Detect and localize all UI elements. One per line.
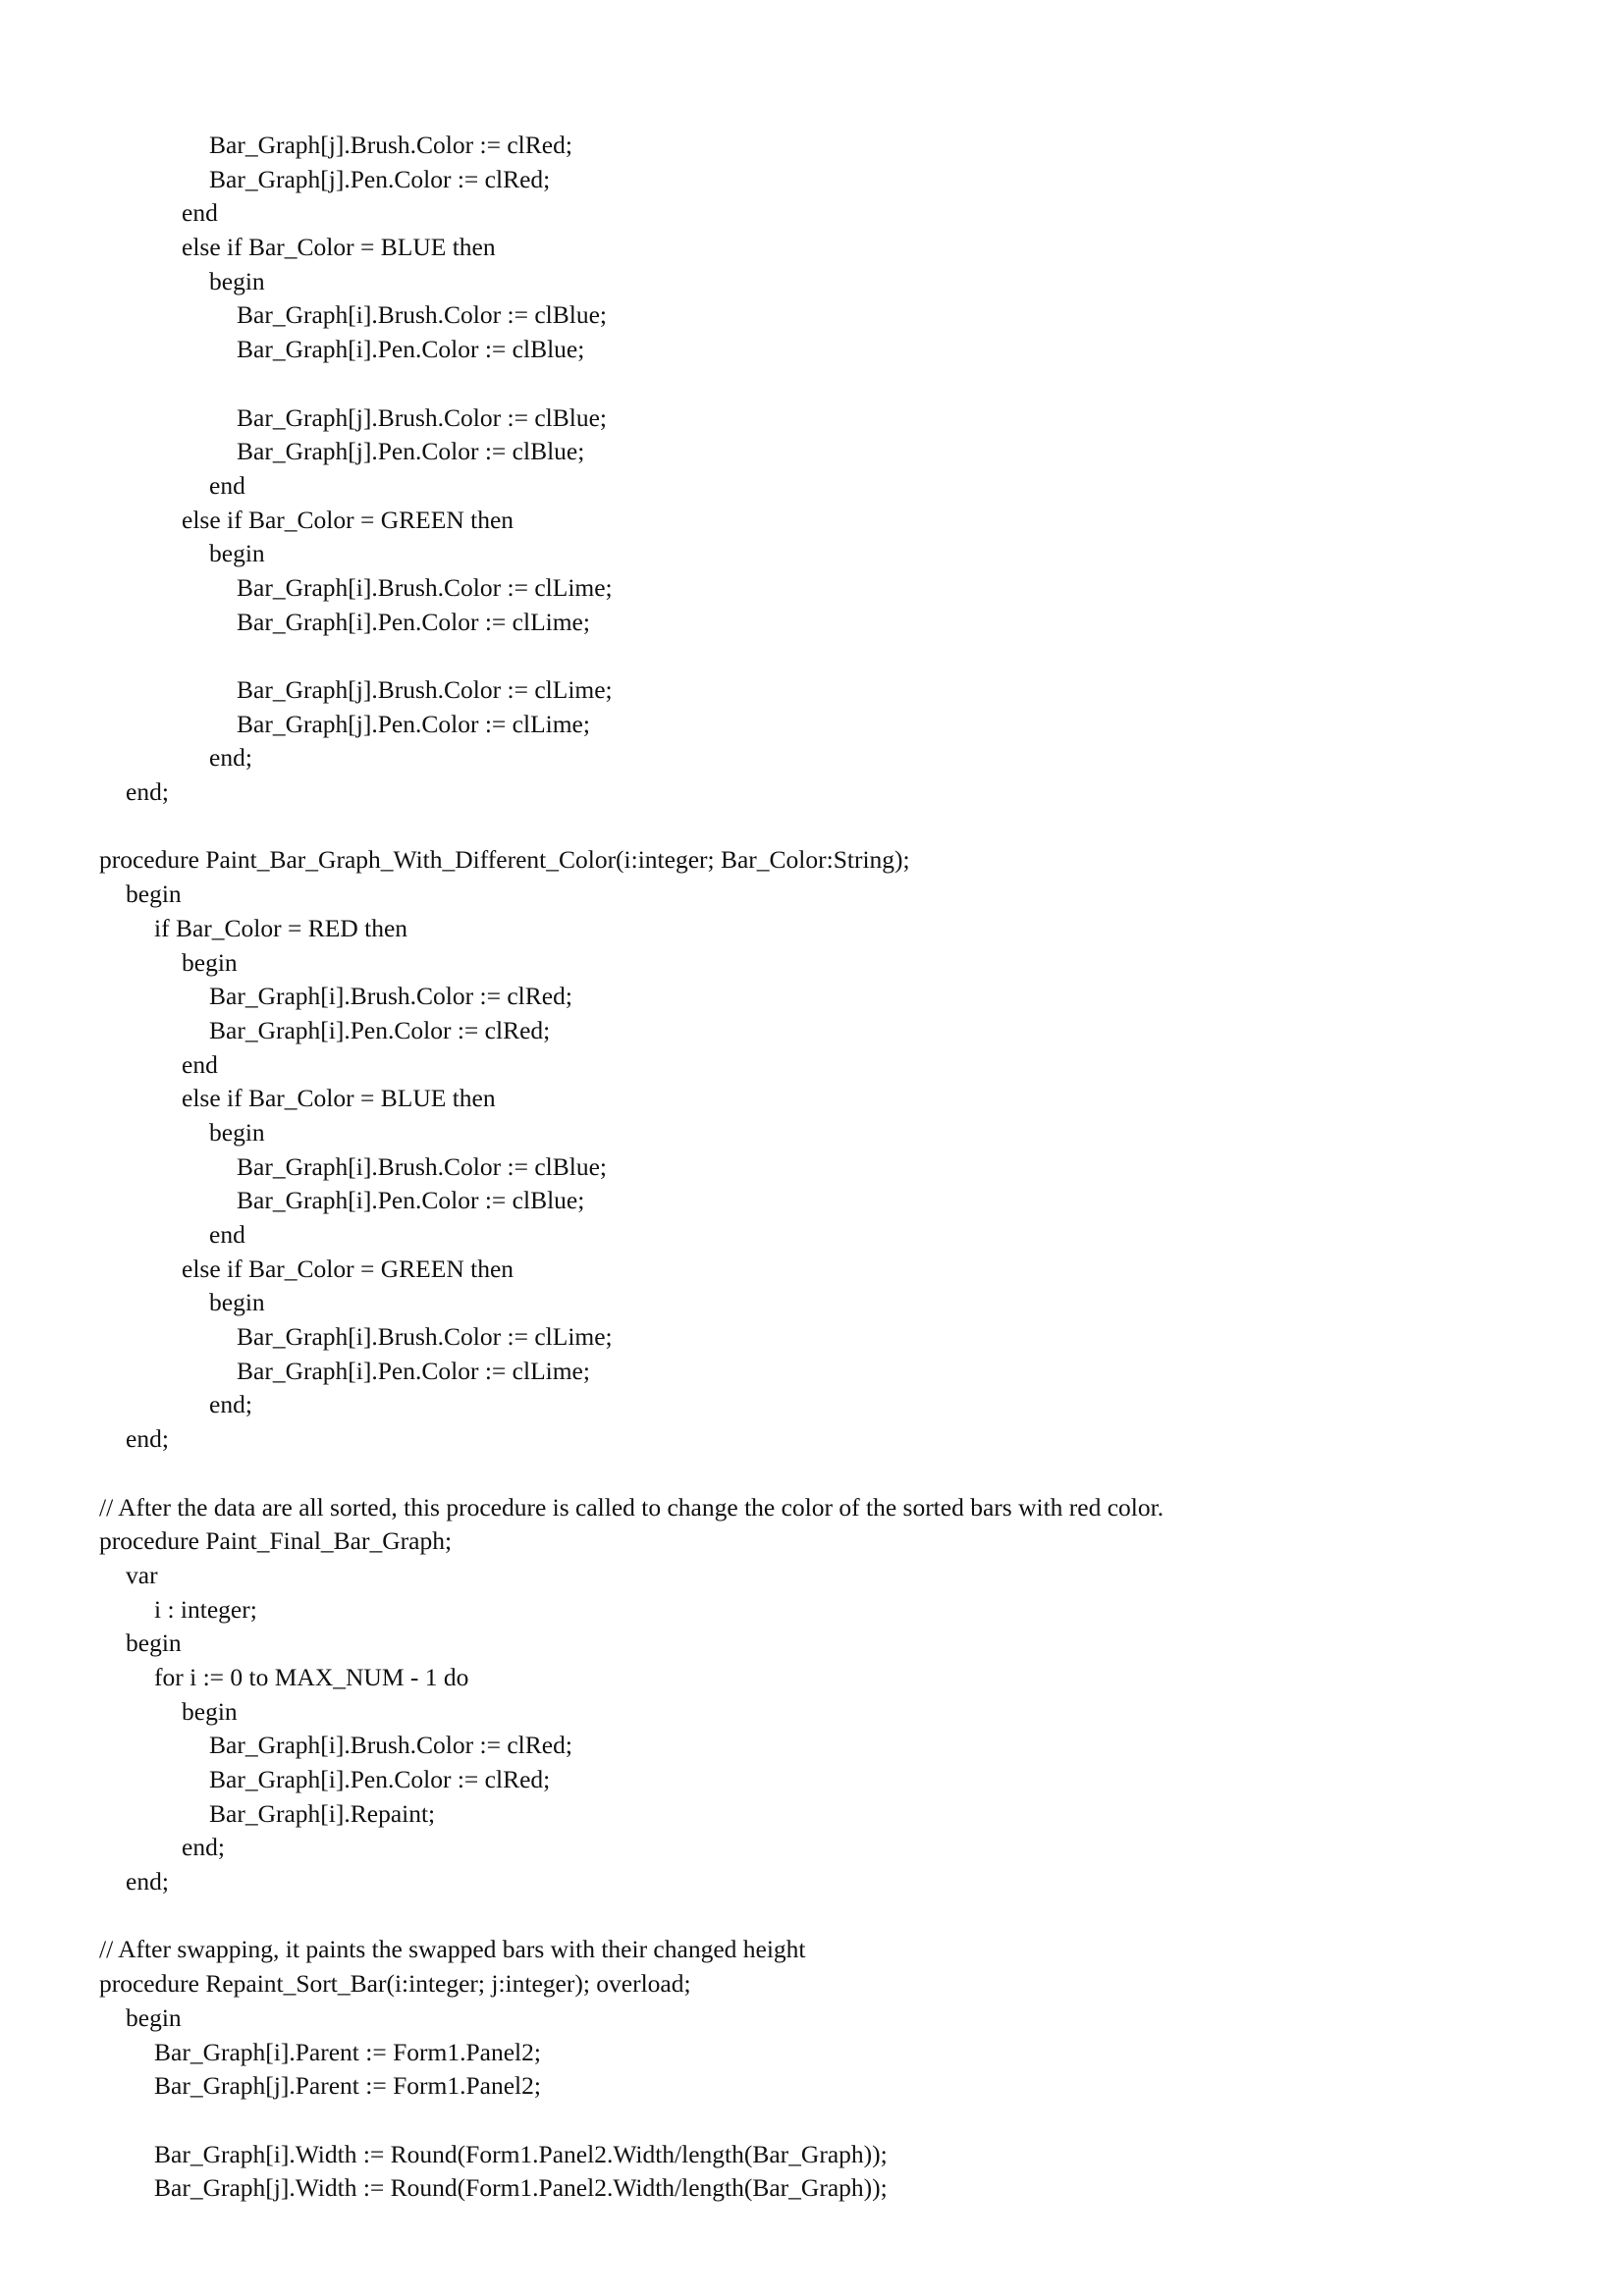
blank-line (0, 810, 1624, 844)
code-line: if Bar_Color = RED then (154, 913, 408, 942)
code-line: for i := 0 to MAX_NUM - 1 do (154, 1662, 469, 1691)
code-line: else if Bar_Color = GREEN then (182, 505, 514, 534)
code-line: begin (209, 539, 265, 568)
code-line: procedure Paint_Final_Bar_Graph; (99, 1526, 453, 1556)
code-line: end (182, 198, 218, 228)
code-line: end; (126, 1424, 169, 1454)
code-line: // After swapping, it paints the swapped bars with their changed height (99, 1935, 806, 1964)
blank-line (0, 639, 1624, 673)
code-line: begin (182, 1696, 238, 1726)
code-line: Bar_Graph[i].Brush.Color := clRed; (209, 982, 572, 1011)
code-line: Bar_Graph[i].Pen.Color := clRed; (209, 1765, 551, 1793)
code-line: begin (126, 2002, 182, 2032)
code-line: Bar_Graph[i].Pen.Color := clRed; (209, 1015, 551, 1044)
code-line: Bar_Graph[i].Pen.Color := clBlue; (237, 1186, 585, 1215)
code-line: Bar_Graph[i].Pen.Color := clLime; (237, 1356, 590, 1385)
code-listing (0, 129, 1624, 2206)
code-line: Bar_Graph[i].Brush.Color := clRed; (209, 1731, 572, 1760)
code-line: Bar_Graph[i].Pen.Color := clBlue; (237, 335, 585, 364)
code-line: Bar_Graph[j].Parent := Form1.Panel2; (154, 2071, 541, 2101)
code-line: Bar_Graph[i].Brush.Color := clBlue; (237, 1151, 607, 1181)
code-line: end; (209, 743, 252, 773)
code-line: end (209, 1220, 245, 1249)
code-line: begin (126, 1629, 182, 1658)
code-line: i : integer; (154, 1594, 257, 1624)
blank-line (0, 2104, 1624, 2138)
code-line: end (209, 470, 245, 500)
code-line: begin (209, 1288, 265, 1317)
blank-line (0, 1899, 1624, 1934)
code-line: Bar_Graph[j].Pen.Color := clRed; (209, 164, 551, 193)
code-line: Bar_Graph[j].Brush.Color := clBlue; (237, 402, 607, 432)
code-line: Bar_Graph[i].Pen.Color := clLime; (237, 607, 590, 636)
code-line: begin (182, 947, 238, 977)
blank-line (0, 1457, 1624, 1491)
code-line: Bar_Graph[i].Repaint; (209, 1798, 436, 1828)
code-line: Bar_Graph[i].Brush.Color := clBlue; (237, 300, 607, 330)
code-line: else if Bar_Color = GREEN then (182, 1254, 514, 1283)
code-line: end; (126, 1867, 169, 1896)
code-line: Bar_Graph[i].Brush.Color := clLime; (237, 1322, 613, 1352)
code-line: Bar_Graph[i].Brush.Color := clLime; (237, 572, 613, 602)
code-line: end; (182, 1833, 225, 1862)
code-line: else if Bar_Color = BLUE then (182, 233, 496, 262)
code-line: Bar_Graph[i].Width := Round(Form1.Panel2.Width/length(Bar_Graph)); (154, 2139, 888, 2168)
code-line: Bar_Graph[j].Width := Round(Form1.Panel2.Width/length(Bar_Graph)); (154, 2173, 888, 2203)
code-line: Bar_Graph[j].Brush.Color := clLime; (237, 675, 613, 704)
code-line: procedure Repaint_Sort_Bar(i:integer; j:integer); overload; (99, 1969, 691, 1999)
code-line: begin (126, 880, 182, 909)
code-line: Bar_Graph[j].Pen.Color := clBlue; (237, 437, 585, 466)
code-line: var (126, 1560, 158, 1589)
code-line: Bar_Graph[j].Brush.Color := clRed; (209, 131, 572, 159)
code-line: begin (209, 266, 265, 295)
code-line: Bar_Graph[j].Pen.Color := clLime; (237, 709, 590, 738)
code-line: end; (126, 777, 169, 807)
blank-line (0, 367, 1624, 401)
code-line: begin (209, 1117, 265, 1147)
code-line: end (182, 1049, 218, 1079)
code-line: Bar_Graph[i].Parent := Form1.Panel2; (154, 2037, 541, 2066)
code-line: // After the data are all sorted, this procedure is called to change the color of the sorted bars with red color. (99, 1492, 1164, 1522)
code-line: end; (209, 1390, 252, 1419)
code-line: else if Bar_Color = BLUE then (182, 1084, 496, 1113)
code-line: procedure Paint_Bar_Graph_With_Different_Color(i:integer; Bar_Color:String); (99, 845, 910, 875)
